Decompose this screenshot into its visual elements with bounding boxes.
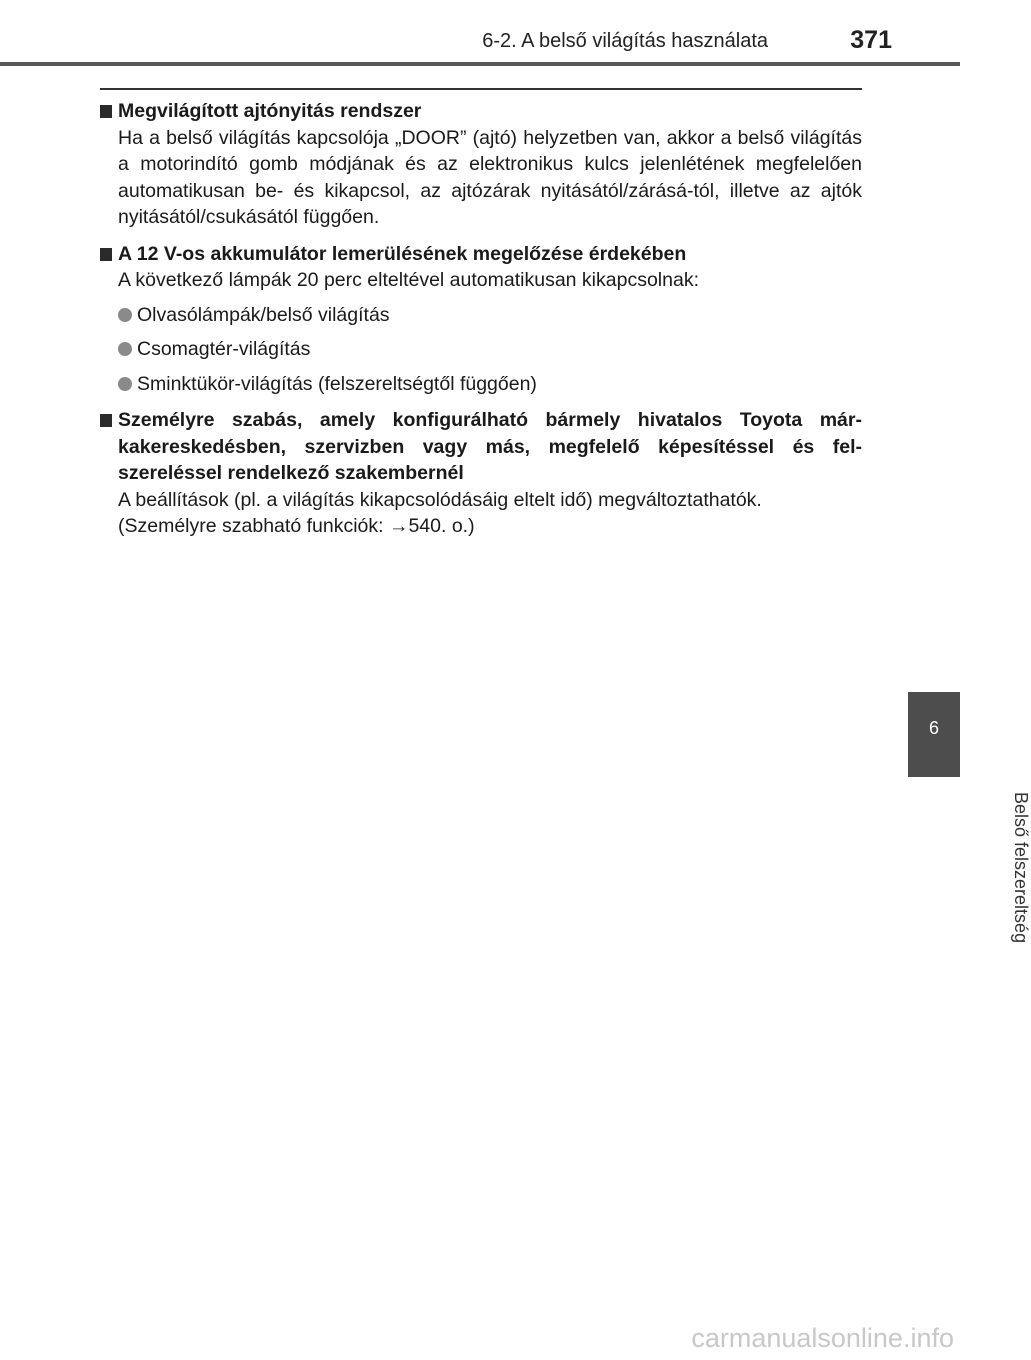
content-top-rule xyxy=(100,88,862,90)
main-content xyxy=(100,94,862,550)
header-rule xyxy=(0,62,960,66)
section-heading-text: Megvilágított ajtónyitás rendszer xyxy=(118,100,422,122)
list-item xyxy=(100,371,862,398)
section-door-lighting xyxy=(100,98,862,231)
chapter-tab xyxy=(908,692,960,777)
section-heading-text: Személyre szabás, amely konfigurálható bármely hivatalos Toyota már-kakereskedésben, szervizben vagy más, megfelelő képesítéssel és fel-szereléssel rendelkező szakembernél xyxy=(118,409,862,484)
section-heading xyxy=(100,241,862,268)
chapter-number: 6 xyxy=(928,718,939,738)
watermark: carmanualsonline.info xyxy=(691,1323,954,1353)
list-item-text: Csomagtér-világítás xyxy=(137,338,311,360)
paragraph: (Személyre szabható funkciók: →540. o.) xyxy=(118,515,475,537)
list-item xyxy=(100,302,862,329)
square-bullet-icon xyxy=(100,105,112,118)
paragraph: Ha a belső világítás kapcsolója „DOOR” (ajtó) helyzetben van, akkor a belső világítás a motorindító gomb módjának és az elektronikus kulcs jelenlétének megfelelően automatikusan be- és kikapcsol, az ajtózárak nyitásától/zárásá-tól, illetve az ajtók nyitásától/csukásától függően. xyxy=(118,126,862,228)
header-section-title: 6-2. A belső világítás használata xyxy=(482,30,768,52)
section-customization xyxy=(100,407,862,540)
list-item-text: Olvasólámpák/belső világítás xyxy=(137,303,390,326)
square-bullet-icon xyxy=(100,414,112,427)
round-bullet-icon xyxy=(118,308,132,322)
list-item-text: Sminktükör-világítás (felszereltségtől függően) xyxy=(137,372,537,395)
paragraph: A következő lámpák 20 perc elteltével automatikusan kikapcsolnak: xyxy=(118,269,699,291)
round-bullet-icon xyxy=(118,342,132,356)
page-header xyxy=(0,0,960,70)
page-number: 371 xyxy=(850,26,892,54)
section-heading xyxy=(100,407,862,487)
paragraph: A beállítások (pl. a világítás kikapcsolódásáig eltelt idő) megváltoztathatók. xyxy=(118,488,762,511)
chapter-title: Belső felszereltség xyxy=(1011,792,1031,944)
list-item xyxy=(100,336,862,363)
section-heading-text: A 12 V-os akkumulátor lemerülésének megelőzése érdekében xyxy=(118,242,687,265)
round-bullet-icon xyxy=(118,377,132,391)
section-battery-saver xyxy=(100,241,862,398)
section-heading xyxy=(100,98,862,125)
square-bullet-icon xyxy=(100,248,112,261)
